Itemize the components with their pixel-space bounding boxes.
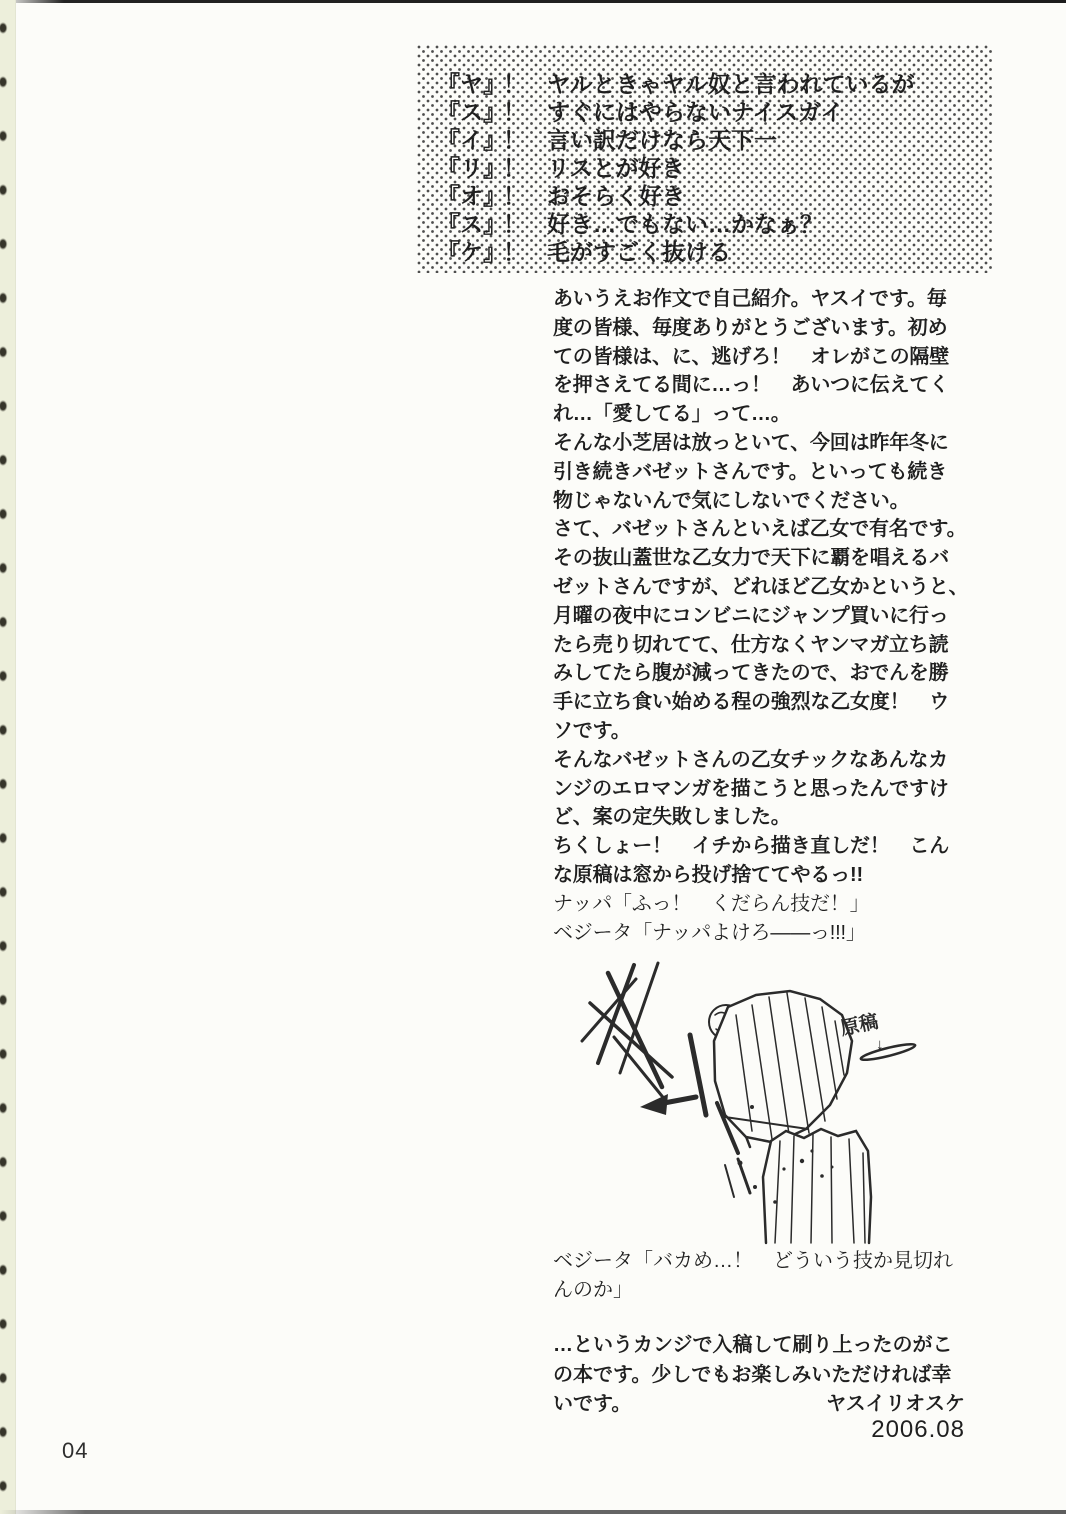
text-line: そんな小芝居は放っといて、今回は昨年冬に [553, 431, 949, 454]
binding-edge [0, 0, 16, 1514]
acrostic-row [437, 154, 993, 182]
text-line: 物じゃないんで気にしないでください。 [553, 489, 910, 512]
manuscript-pointer-arrow: ↓ [876, 1036, 884, 1053]
text-line: ど、案の定失敗しました。 [553, 806, 791, 829]
text-line: みしてたら腹が減ってきたので、おでんを勝 [553, 662, 949, 685]
acrostic-kana: 『リ』 [437, 155, 506, 181]
acrostic-phrase: リスとが好き [547, 155, 685, 181]
text-line: を押さえてる間に…っ！ あいつに伝えてく [553, 374, 949, 397]
acrostic-box [417, 45, 993, 273]
acrostic-kana: 『ス』 [437, 211, 506, 237]
acrostic-row [437, 126, 993, 154]
acrostic-kana: 『イ』 [437, 127, 506, 153]
text-line: 手に立ち食い始める程の強烈な乙女度！ ウ [553, 691, 949, 714]
text-line: な原稿は窓から投げ捨ててやるっ!! [553, 863, 863, 886]
text-line: いです。 [553, 1393, 632, 1415]
page-bottom-edge [0, 1510, 1066, 1514]
manuscript-paper [860, 1041, 916, 1062]
acrostic-phrase: 毛がすごく抜ける [547, 239, 731, 265]
impact-arrow [640, 1094, 696, 1115]
rock-pillar [763, 1129, 871, 1243]
acrostic-phrase: ヤルときゃヤル奴と言われているが [547, 71, 915, 97]
publish-date: 2006.08 [871, 1416, 965, 1443]
text-line: れ…「愛してる」って…。 [553, 403, 791, 426]
vegeta-quote [553, 1247, 965, 1305]
acrostic-exclamation: ！ [503, 239, 526, 265]
acrostic-phrase: すぐにはやらないナイスガイ [547, 99, 844, 125]
text-line: ベジータ「ナッパよけろ――っ!!!」 [553, 921, 866, 944]
page-top-edge [0, 0, 1066, 3]
acrostic-exclamation: ！ [503, 71, 526, 97]
text-line: ベジータ「バカめ…！ どういう技か見切れ [553, 1250, 953, 1272]
text-line: ンジのエロマンガを描こうと思ったんですけ [553, 777, 949, 800]
acrostic-exclamation: ！ [503, 127, 526, 153]
text-line: さて、バゼットさんといえば乙女で有名です。 [553, 518, 967, 541]
acrostic-exclamation: ！ [503, 99, 526, 125]
text-line: 引き続きバゼットさんです。といっても続き [553, 460, 947, 483]
page-number: 04 [62, 1438, 89, 1463]
acrostic-kana: 『ケ』 [437, 239, 506, 265]
manuscript-label: 原稿 [838, 1011, 881, 1040]
author-name: ヤスイリオスケ [826, 1393, 965, 1415]
text-line: …というカンジで入稿して刷り上ったのがこ [553, 1334, 953, 1356]
text-line: あいうえお作文で自己紹介。ヤスイです。毎 [553, 288, 947, 310]
acrostic-phrase: おそらく好き [547, 183, 685, 209]
text-line: そんなバゼットさんの乙女チックなあんなカ [553, 748, 948, 771]
acrostic-row [437, 238, 993, 266]
rock-sketch [570, 945, 1015, 1245]
text-line: ナッパ「ふっ！ くだらん技だ！」 [553, 892, 870, 915]
text-line: ての皆様は、に、逃げろ！ オレがこの隔壁 [553, 345, 949, 368]
afterword-text [553, 285, 969, 947]
acrostic-phrase: 好き…でもない…かなぁ？ [547, 211, 823, 237]
acrostic-kana: 『ス』 [437, 99, 506, 125]
text-line: ソです。 [553, 719, 631, 742]
text-line: の本です。少しでもお楽しみいただければ幸 [553, 1363, 952, 1386]
acrostic-phrase: 言い訳だけなら天下一 [547, 127, 777, 153]
text-line: んのか」 [553, 1279, 633, 1301]
boulder [714, 991, 852, 1143]
acrostic-row [437, 98, 993, 126]
acrostic-exclamation: ！ [503, 155, 526, 181]
acrostic-row [437, 182, 993, 210]
text-line: その抜山蓋世な乙女力で天下に覇を唱えるバ [553, 547, 949, 570]
text-line: ちくしょー！ イチから描き直しだ！ こん [553, 835, 949, 858]
text-line: 度の皆様、毎度ありがとうございます。初め [553, 316, 948, 339]
acrostic-exclamation: ！ [503, 183, 526, 209]
acrostic-row [437, 210, 993, 238]
closing-paragraph [553, 1331, 965, 1420]
acrostic-row [437, 70, 993, 98]
acrostic-kana: 『ヤ』 [437, 71, 506, 97]
acrostic-kana: 『オ』 [437, 183, 506, 209]
text-line: ゼットさんですが、どれほど乙女かというと、 [553, 575, 969, 598]
acrostic-exclamation: ！ [503, 211, 526, 237]
text-line: たら売り切れてて、仕方なくヤンマガ立ち読 [553, 633, 949, 656]
text-line: 月曜の夜中にコンビニにジャンプ買いに行っ [553, 604, 949, 627]
